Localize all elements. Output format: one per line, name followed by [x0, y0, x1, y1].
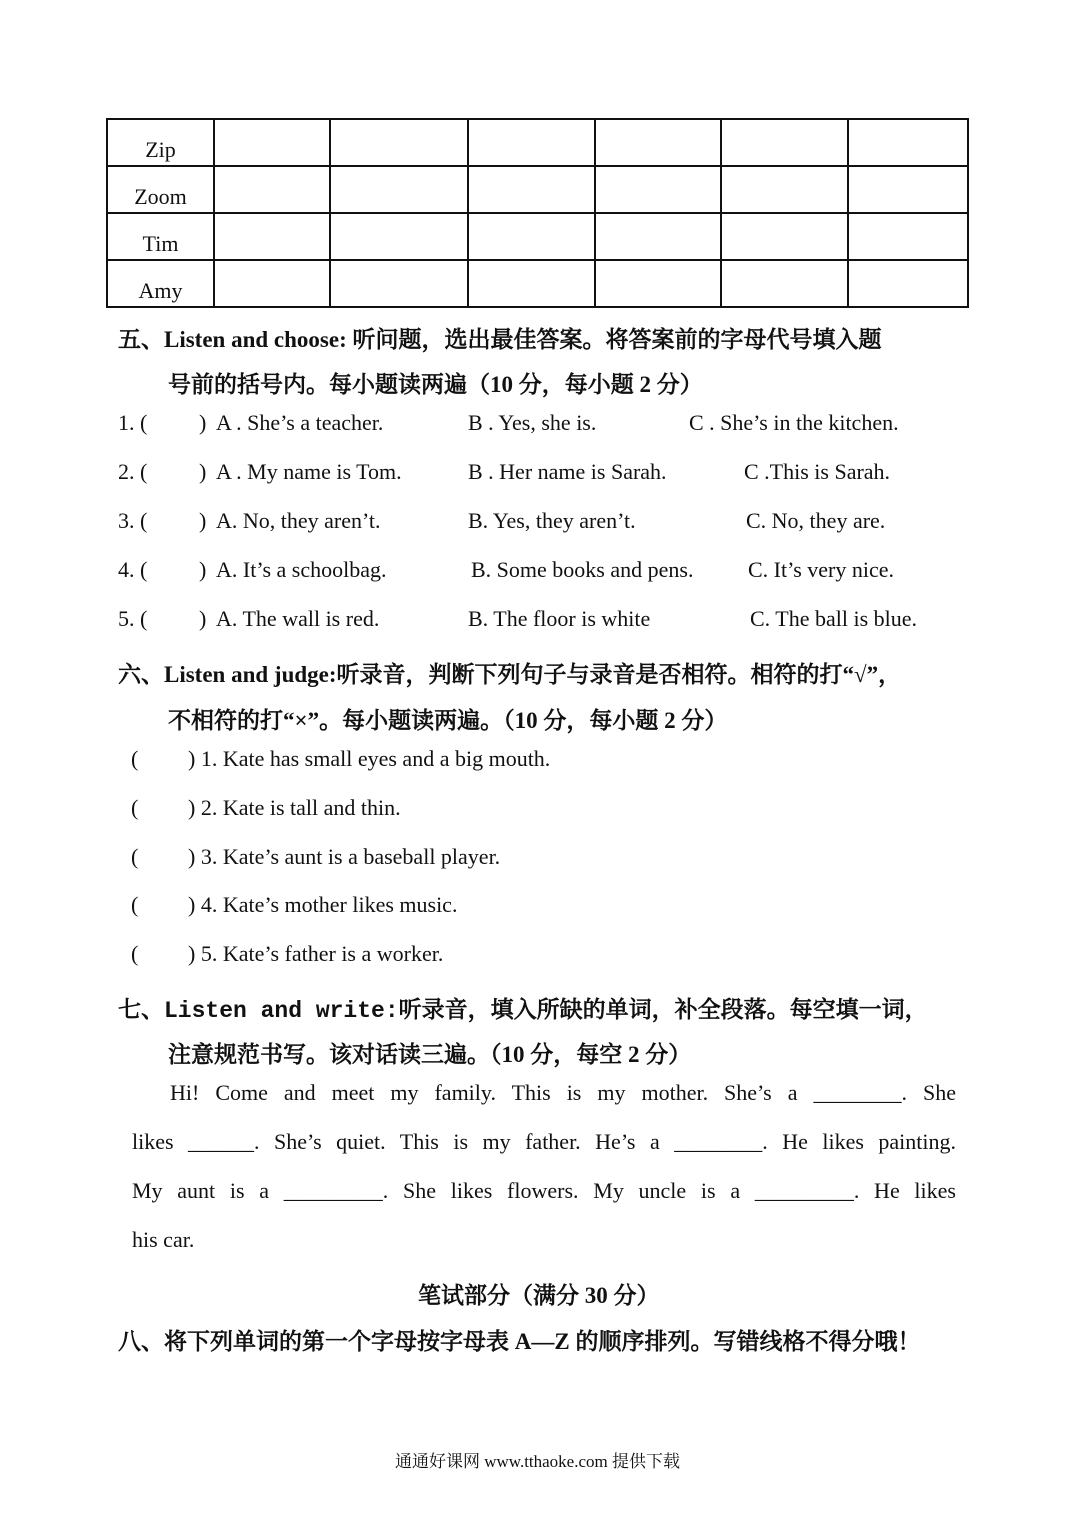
- paragraph-line: My aunt is a _________. She likes flowers. My uncle is a _________. He likes: [132, 1178, 956, 1203]
- question-number: 2. (: [118, 459, 148, 484]
- option-a: A. No, they aren’t.: [216, 508, 381, 533]
- option-a: A. It’s a schoolbag.: [216, 557, 387, 582]
- judge-paren-open: (: [131, 941, 139, 966]
- judge-statement: ) 2. Kate is tall and thin.: [188, 795, 401, 820]
- table-row: [107, 260, 968, 307]
- table-row: [107, 119, 968, 166]
- question-paren-close: ): [199, 557, 207, 582]
- row-name-cell: Amy: [107, 260, 214, 307]
- row-name-cell: Tim: [107, 213, 214, 260]
- judge-statement: ) 1. Kate has small eyes and a big mouth.: [188, 746, 551, 771]
- section8-title: 八、将下列单词的第一个字母按字母表 A—Z 的顺序排列。写错线格不得分哦！: [118, 1329, 921, 1354]
- table-row: [107, 166, 968, 213]
- option-b: B. Some books and pens.: [471, 557, 694, 582]
- table-row: [107, 213, 968, 260]
- option-a: A. The wall is red.: [216, 606, 380, 631]
- option-c: C .This is Sarah.: [744, 459, 891, 484]
- section6-title-line2: 不相符的打“×”。每小题读两遍。（10 分，每小题 2 分）: [168, 708, 728, 733]
- option-a: A . My name is Tom.: [216, 459, 402, 484]
- section7-title-prefix: 七、: [118, 997, 164, 1022]
- option-b: B. The floor is white: [468, 606, 651, 631]
- option-a: A . She’s a teacher.: [216, 410, 384, 435]
- judge-paren-open: (: [131, 795, 139, 820]
- section7-title-english: Listen and write:: [164, 998, 399, 1024]
- option-c: C. It’s very nice.: [748, 557, 895, 582]
- section7-title-line2: 注意规范书写。该对话读三遍。（10 分，每空 2 分）: [168, 1042, 692, 1067]
- paragraph-line: likes ______. She’s quiet. This is my father. He’s a ________. He likes painting.: [132, 1129, 956, 1154]
- question-number: 1. (: [118, 410, 148, 435]
- option-b: B . Yes, she is.: [468, 410, 597, 435]
- row-name-cell: Zoom: [107, 166, 214, 213]
- question-paren-close: ): [199, 459, 207, 484]
- section5-title-line1: 五、Listen and choose: 听问题，选出最佳答案。将答案前的字母代号填入题: [118, 327, 882, 352]
- section5-title-line2: 号前的括号内。每小题读两遍（10 分，每小题 2 分）: [168, 372, 703, 397]
- judge-statement: ) 4. Kate’s mother likes music.: [188, 892, 458, 917]
- question-paren-close: ): [199, 410, 207, 435]
- answer-grid-table: [106, 118, 969, 308]
- section7-title-line1: [118, 991, 928, 1024]
- question-number: 3. (: [118, 508, 148, 533]
- row-name-cell: Zip: [107, 119, 214, 166]
- judge-paren-open: (: [131, 844, 139, 869]
- judge-paren-open: (: [131, 892, 139, 917]
- section7-title-rest: 听录音，填入所缺的单词，补全段落。每空填一词，: [398, 997, 928, 1022]
- written-part-title: 笔试部分（满分 30 分）: [418, 1283, 660, 1308]
- judge-paren-open: (: [131, 746, 139, 771]
- option-c: C. The ball is blue.: [750, 606, 918, 631]
- question-paren-close: ): [199, 606, 207, 631]
- paragraph-line: his car.: [132, 1227, 195, 1252]
- question-number: 5. (: [118, 606, 148, 631]
- judge-statement: ) 5. Kate’s father is a worker.: [188, 941, 444, 966]
- option-b: B. Yes, they aren’t.: [468, 508, 636, 533]
- option-c: C . She’s in the kitchen.: [689, 410, 899, 435]
- option-c: C. No, they are.: [746, 508, 886, 533]
- judge-statement: ) 3. Kate’s aunt is a baseball player.: [188, 844, 501, 869]
- option-b: B . Her name is Sarah.: [468, 459, 667, 484]
- question-number: 4. (: [118, 557, 148, 582]
- question-paren-close: ): [199, 508, 207, 533]
- paragraph-line: Hi! Come and meet my family. This is my mother. She’s a ________. She: [170, 1080, 956, 1105]
- page-footer: 通通好课网 www.tthaoke.com 提供下载: [394, 1452, 681, 1471]
- section6-title-line1: 六、Listen and judge:听录音，判断下列句子与录音是否相符。相符的打“√”，: [118, 662, 902, 687]
